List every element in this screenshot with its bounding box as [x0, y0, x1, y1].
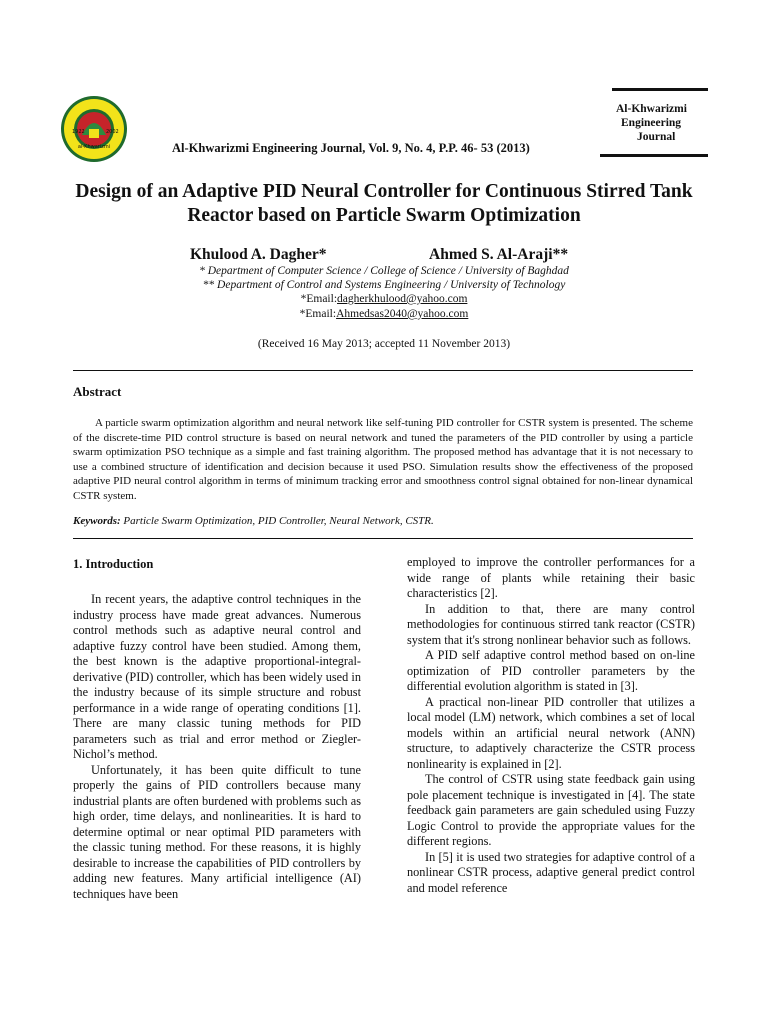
paragraph: A practical non-linear PID controller that utilizes a local model (LM) network, which combines a set of local models within an artificial neural network (ANN) structure, to adaptively characterize the CSTR process nonlinearity is explained in [2].: [407, 694, 695, 771]
paragraph: In [5] it is used two strategies for adaptive control of a nonlinear CSTR process, adaptive general predict control and model reference: [407, 849, 695, 895]
svg-text:2002: 2002: [106, 129, 119, 135]
divider: [73, 538, 693, 539]
left-column: [73, 592, 361, 902]
journal-brand: [616, 102, 687, 144]
email-prefix: *Email:: [299, 308, 337, 320]
email-2: [80, 308, 688, 320]
abstract-body: A particle swarm optimization algorithm and neural network like self-tuning PID controller for CSTR system is presented. The scheme of the discrete-time PID control structure is based on neural network and tuned the parameters of the PID controller by using a particle swarm optimization PSO technique as a simple and fast training algorithm. The proposed method has advantage that it is not necessary to use a combined structure of identification and decision because it used PSO. Simulation results show the effectiveness of the proposed adaptive PID neural control algorithm in terms of minimum tracking error and smoothness control signal obtained for non-linear dynamical CSTR system.: [73, 417, 693, 502]
university-seal-icon: [60, 95, 128, 163]
svg-text:1922: 1922: [72, 129, 85, 135]
brand-line-2: Engineering: [621, 117, 682, 129]
svg-text:al-Khwarizmi: al-Khwarizmi: [77, 144, 111, 150]
affiliation-1: * Department of Computer Science / College of Science / University of Baghdad: [199, 265, 569, 277]
email-link[interactable]: dagherkhulood@yahoo.com: [337, 293, 468, 305]
paragraph: The control of CSTR using state feedback gain using pole placement technique is investigated in [4]. The state feedback gain parameters are gain scheduled using Fuzzy Logic Control to provide the appropriate values for the different regions.: [407, 772, 695, 848]
paragraph: A PID self adaptive control method based on on-line optimization of PID controller parameters by the differential evolution algorithm is stated in [3].: [407, 648, 695, 693]
abstract-heading: Abstract: [73, 384, 122, 399]
brand-line-1: Al-Khwarizmi: [616, 103, 687, 115]
email-1: [80, 293, 688, 305]
right-column: [407, 555, 695, 896]
brand-rule-top: [612, 88, 708, 91]
journal-citation: Al-Khwarizmi Engineering Journal, Vol. 9, No. 4, P.P. 46- 53 (2013): [172, 141, 530, 155]
paragraph: In addition to that, there are many control methodologies for continuous stirred tank reactor (CSTR) system that it's strong nonlinear behavior such as follows.: [407, 601, 695, 647]
affiliation-2: ** Department of Control and Systems Engineering / University of Technology: [202, 279, 566, 291]
paragraph: In recent years, the adaptive control techniques in the industry process have made great advances. Numerous control methods such as adaptive neural control and adaptive fuzzy control have been studied. Among them, the best known is the adaptive proportional-integral-derivative (PID) controller, which has been widely used in the industry because of its simple structure and robust performance in a wide range of operating conditions [1]. There are many classic tuning methods for PID parameters such as trial and error method or Ziegler-Nichol’s method.: [73, 592, 361, 761]
author-2: Ahmed S. Al-Araji**: [429, 246, 569, 263]
received-date: (Received 16 May 2013; accepted 11 November 2013): [257, 338, 511, 350]
author-1: Khulood A. Dagher*: [190, 246, 327, 263]
keywords-text: Particle Swarm Optimization, PID Controller, Neural Network, CSTR.: [120, 515, 434, 527]
paragraph: employed to improve the controller performances for a wide range of plants while retaining their basic characteristics [2].: [407, 555, 695, 600]
paragraph: Unfortunately, it has been quite difficult to tune properly the gains of PID controllers because many industrial plants are often burdened with problems such as high order, time delays, and nonlinearities. It is hard to determine optimal or near optimal PID parameters with the classic tuning method. For these reasons, it is highly desirable to increase the capabilities of PID controllers by adding new features. Many artificial intelligence (AI) techniques have been: [73, 762, 361, 901]
paper-title: Design of an Adaptive PID Neural Controller for Continuous Stirred Tank Reactor based on Particle Swarm Optimization: [75, 181, 693, 226]
email-link[interactable]: Ahmedsas2040@yahoo.com: [336, 308, 469, 320]
keywords-label: Keywords:: [73, 515, 121, 527]
section-heading: 1. Introduction: [73, 557, 154, 571]
divider: [73, 370, 693, 371]
keywords: [73, 515, 434, 527]
brand-rule-bottom: [600, 154, 708, 157]
brand-line-3: Journal: [637, 131, 676, 143]
email-prefix: *Email:: [300, 293, 338, 305]
